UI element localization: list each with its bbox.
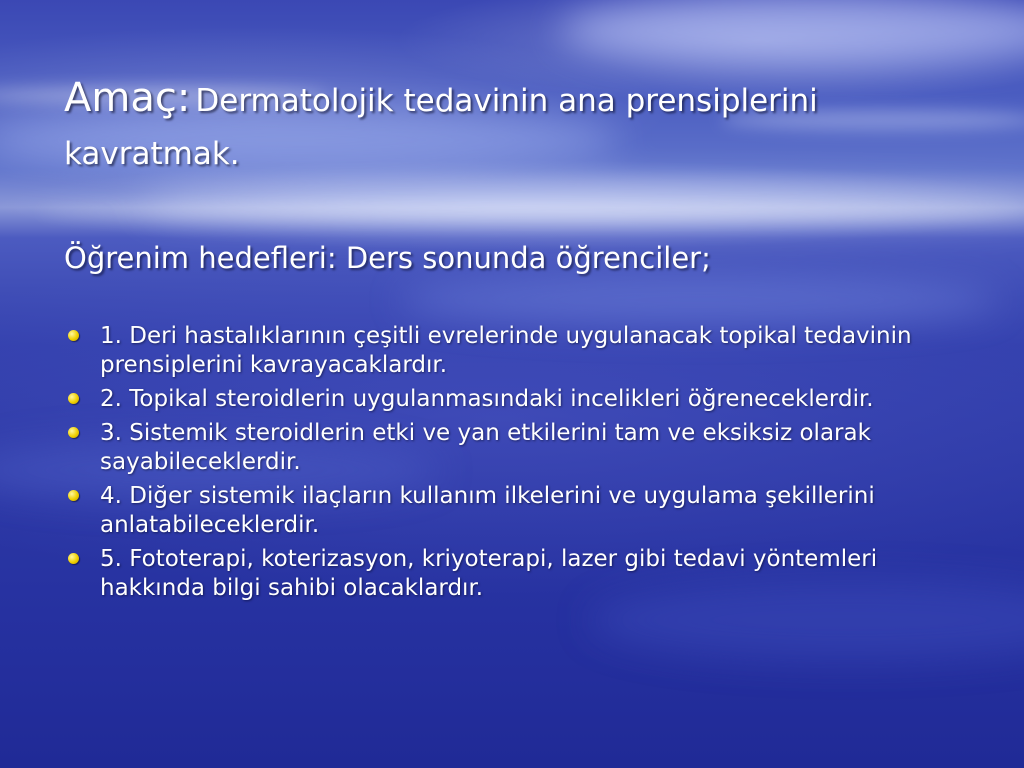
list-item-text: 3. Sistemik steroidlerin etki ve yan etkilerini tam ve eksiksiz olarak sayabileceklerdir. — [100, 420, 871, 475]
title-text: Dermatolojik tedavinin ana prensiplerini kavratmak. — [64, 83, 818, 172]
list-item — [64, 385, 924, 414]
learning-objectives-heading: Öğrenim hedefleri: Ders sonunda öğrenciler; — [64, 241, 711, 275]
list-item — [64, 482, 924, 540]
slide-title — [64, 74, 964, 183]
objectives-list — [64, 322, 924, 608]
list-item-text: 2. Topikal steroidlerin uygulanmasındaki incelikleri öğreneceklerdir. — [100, 386, 874, 412]
yellow-dot-bullet-icon — [68, 490, 79, 501]
yellow-dot-bullet-icon — [68, 393, 79, 404]
list-item — [64, 419, 924, 477]
title-lead: Amaç: — [64, 75, 191, 121]
list-item-text: 5. Fototerapi, koterizasyon, kriyoterapi, lazer gibi tedavi yöntemleri hakkında bilgi sahibi olacaklardır. — [100, 546, 878, 601]
list-item-text: 4. Diğer sistemik ilaçların kullanım ilkelerini ve uygulama şekillerini anlatabileceklerdir. — [100, 483, 875, 538]
yellow-dot-bullet-icon — [68, 330, 79, 341]
list-item — [64, 322, 924, 380]
list-item-text: 1. Deri hastalıklarının çeşitli evrelerinde uygulanacak topikal tedavinin prensiplerini kavrayacaklardır. — [100, 323, 912, 378]
yellow-dot-bullet-icon — [68, 553, 79, 564]
list-item — [64, 545, 924, 603]
yellow-dot-bullet-icon — [68, 427, 79, 438]
